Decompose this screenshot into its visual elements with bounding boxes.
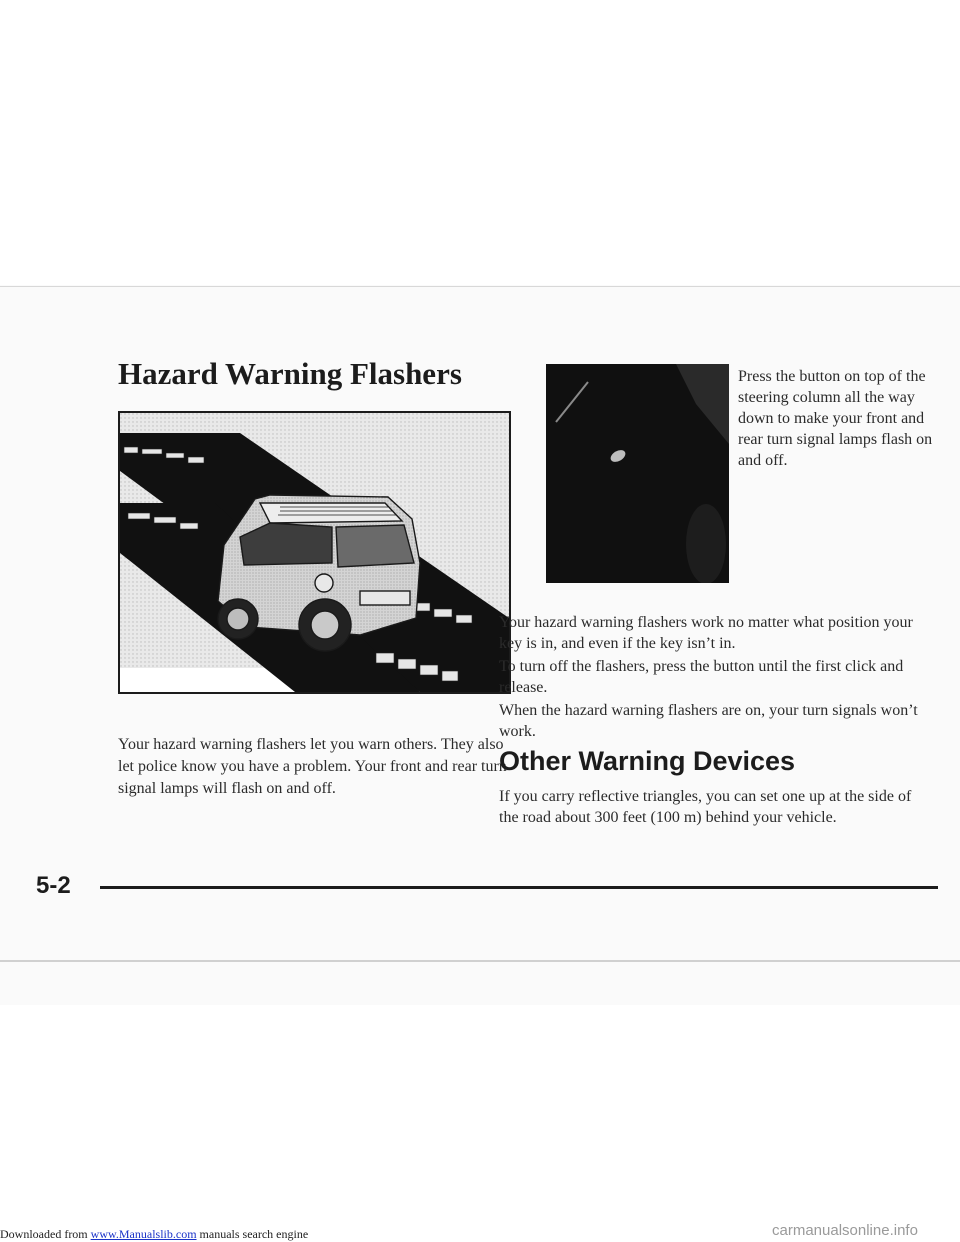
footer-prefix: Downloaded from: [0, 1227, 88, 1241]
download-footer: [0, 1227, 308, 1242]
watermark: carmanualsonline.info: [772, 1222, 918, 1239]
intro-paragraph: Your hazard warning flashers let you warn others. They also let police know you have a problem. Your front and rear turn signal lamps will flash on and off.: [118, 736, 507, 797]
footer-suffix: manuals search engine: [199, 1227, 309, 1241]
button-caption: Press the button on top of the steering column all the way down to make your front and rear turn signal lamps flash on and off.: [738, 368, 933, 469]
section-title: Hazard Warning Flashers: [118, 356, 462, 391]
suv-illustration: [118, 411, 511, 694]
turn-off-paragraph: To turn off the flashers, press the button until the first click and release.: [499, 658, 904, 696]
triangles-paragraph: If you carry reflective triangles, you can set one up at the side of the road about 300 feet (100 m) behind your vehicle.: [499, 788, 912, 826]
subsection-title: Other Warning Devices: [499, 746, 796, 776]
page-top-rule: [0, 286, 960, 287]
hazard-button-photo: [546, 364, 729, 583]
key-position-paragraph: Your hazard warning flashers work no matter what position your key is in, and even if the key isn’t in.: [499, 614, 913, 652]
page-number: 5-2: [36, 872, 71, 899]
turn-signals-paragraph: When the hazard warning flashers are on, your turn signals won’t work.: [499, 702, 918, 740]
page-bottom-rule: [0, 960, 960, 962]
suv-on-road-illustration: [120, 413, 509, 692]
footer-rule: [100, 886, 938, 889]
manualslib-link[interactable]: www.Manualslib.com: [90, 1227, 197, 1241]
steering-column-photo: [546, 364, 729, 583]
